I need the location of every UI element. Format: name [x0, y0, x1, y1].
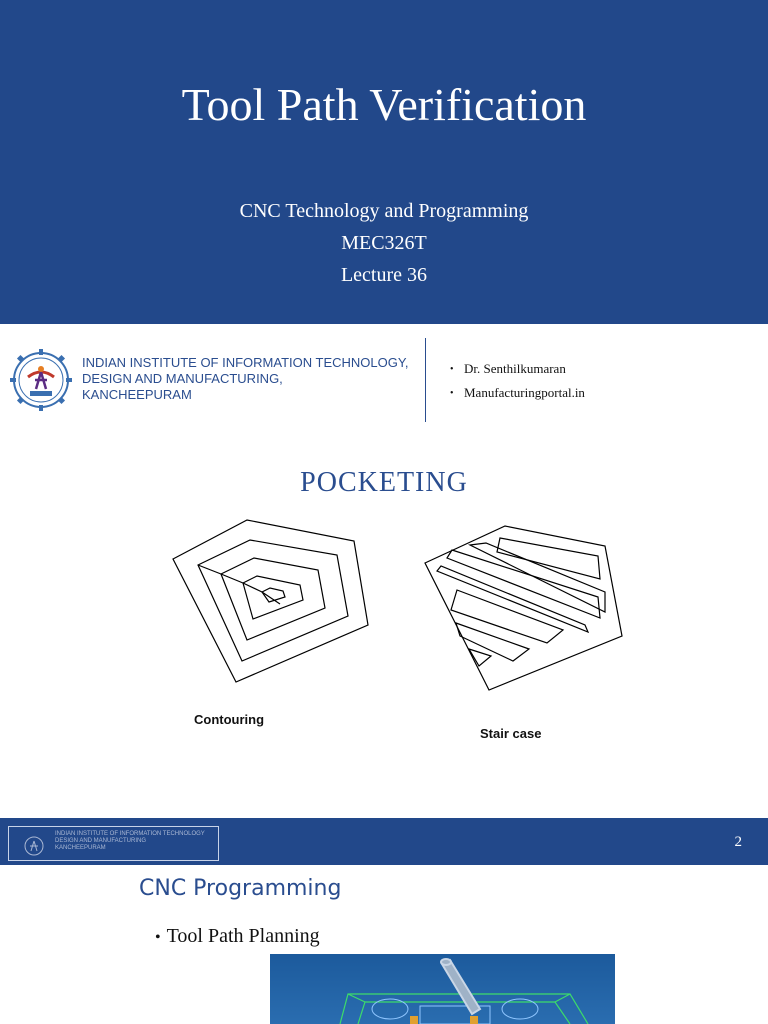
- iiitdm-small-logo-icon: [23, 835, 45, 857]
- page-number: 2: [734, 834, 742, 850]
- lecture-number: Lecture 36: [340, 264, 428, 286]
- footer-line2: DESIGN AND MANUFACTURING: [55, 838, 147, 844]
- institute-name-line2: DESIGN AND MANUFACTURING,: [82, 371, 283, 386]
- bullet-icon: •: [155, 929, 161, 946]
- footer-institute-box: [8, 826, 219, 861]
- stair-case-diagram: [425, 526, 622, 690]
- slide-title: Tool Path Verification: [181, 79, 587, 130]
- footer-line3: KANCHEEPURAM: [55, 845, 106, 851]
- slide-footer: [0, 818, 768, 865]
- slide2-bullet-text: Tool Path Planning: [166, 925, 320, 947]
- stair-case-caption: Stair case: [480, 726, 542, 741]
- course-name: CNC Technology and Programming: [239, 200, 529, 222]
- course-code: MEC326T: [341, 232, 427, 254]
- contouring-diagram: [173, 520, 368, 682]
- institute-name-line1: INDIAN INSTITUTE OF INFORMATION TECHNOLOGY,: [82, 355, 409, 370]
- cad-toolpath-image: [270, 954, 615, 1024]
- slide2-bullet: [155, 925, 320, 948]
- bullet-icon: •: [450, 363, 454, 375]
- section-title: POCKETING: [300, 467, 468, 498]
- footer-line1: INDIAN INSTITUTE OF INFORMATION TECHNOLOGY: [55, 831, 205, 837]
- footer-institute-name: [55, 831, 205, 852]
- bullet-icon: •: [450, 387, 454, 399]
- slide2-title: CNC Programming: [139, 876, 342, 901]
- contouring-caption: Contouring: [194, 712, 265, 727]
- institute-name-line3: KANCHEEPURAM: [82, 387, 192, 402]
- cad-model-render: [270, 954, 615, 1024]
- credit-author: Dr. Senthilkumaran: [464, 361, 566, 376]
- credit-source: Manufacturingportal.in: [464, 385, 585, 400]
